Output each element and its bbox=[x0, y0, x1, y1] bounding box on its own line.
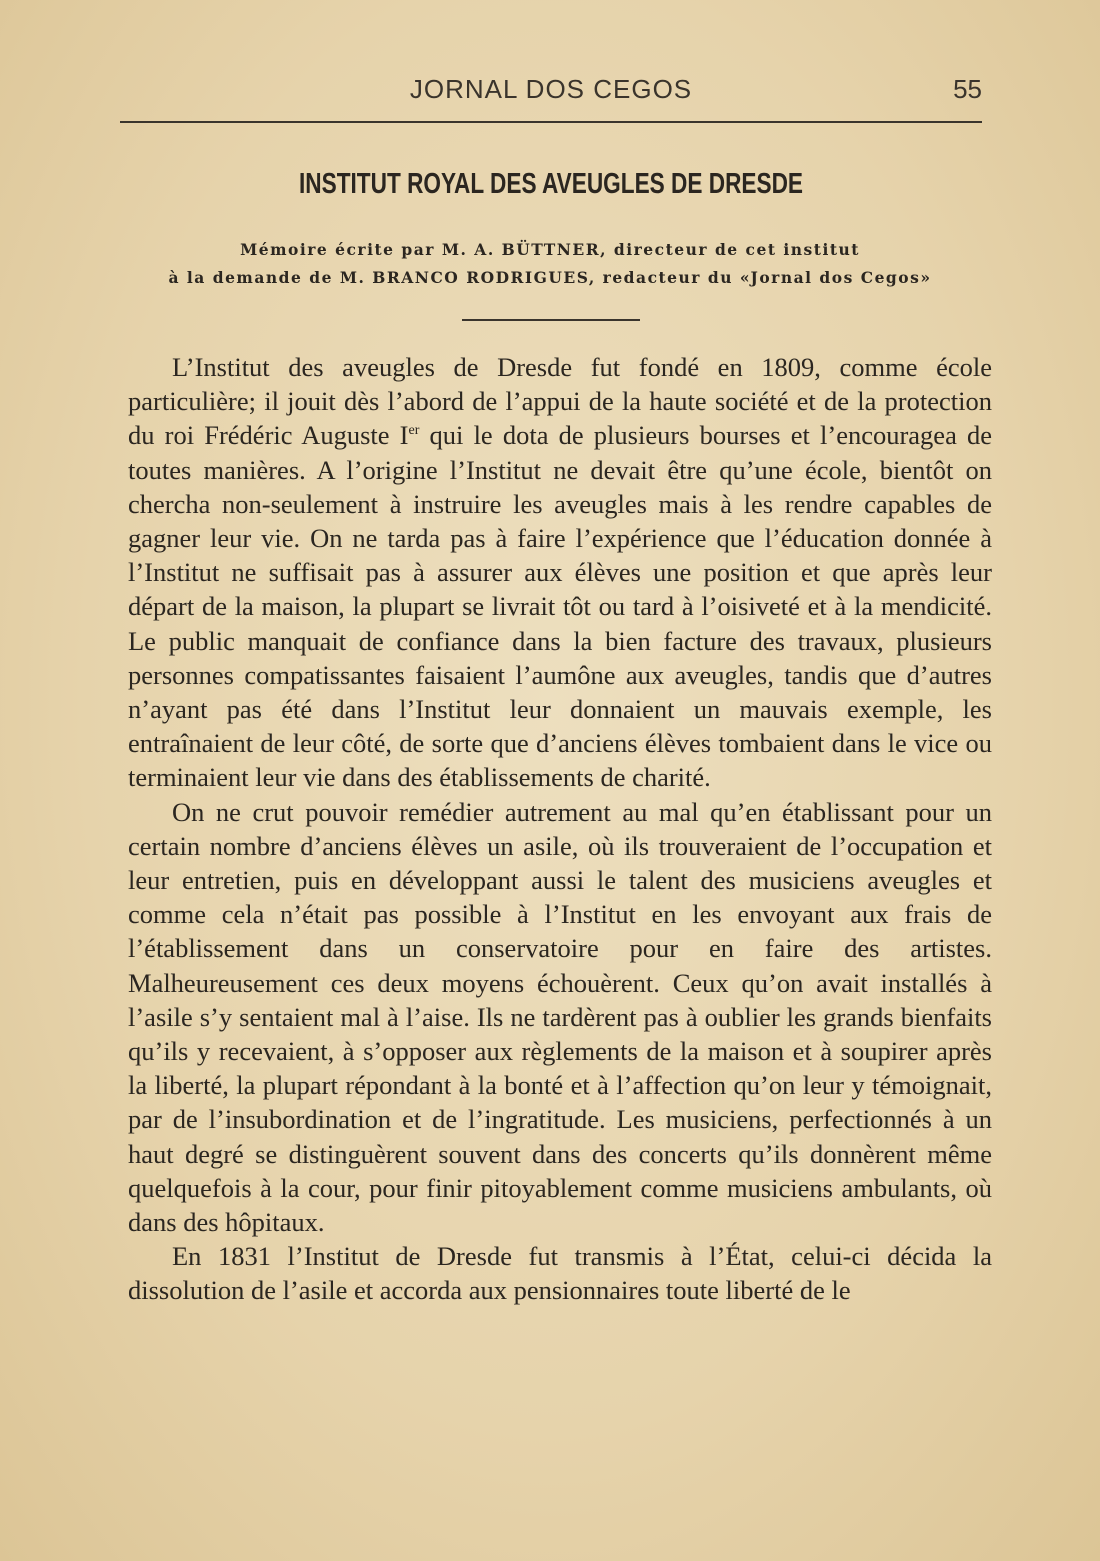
running-header bbox=[120, 68, 982, 118]
article-title: INSTITUT ROYAL DES AVEUGLES DE DRESDE bbox=[298, 168, 804, 200]
paragraph-1-text-start: L’Institut des aveugles de Dresde fut fondé en 1809, comme école particulière; il jouit dès l’abord de l’appui de la haute société et de la protection du roi Frédéric Auguste I bbox=[128, 352, 992, 451]
section-divider bbox=[462, 319, 640, 321]
paragraph-1-text-end: qui le dota de plusieurs bourses et l’encouragea de toutes manières. A l’origine l’Institut ne devait être qu’une école, bientôt on chercha non-seulement à instruire les aveugles mais à les rendre capables de gagner leur vie. On ne tarda pas à faire l’expérience que l’éducation donnée à l’Institut ne suffisait pas à assurer aux élèves une position et que après leur départ de la maison, la plupart se livrait tôt ou tard à l’oisiveté et à la mendicité. Le public manquait de confiance dans la bien facture des travaux, plusieurs personnes compatissantes faisaient l’aumône aux aveugles, tandis que d’autres n’ayant pas été dans l’Institut leur donnaient un mauvais exemple, les entraînaient de leur côté, de sorte que d’anciens élèves tombaient dans le vice ou terminaient leur vie dans des établissements de charité. bbox=[128, 420, 992, 793]
article-body bbox=[128, 350, 992, 1308]
article-subtitle-line-2: à la demande de M. BRANCO RODRIGUES, redacteur du «Jornal dos Cegos» bbox=[168, 268, 932, 287]
paragraph-3: En 1831 l’Institut de Dresde fut transmis à l’État, celui-ci décida la dissolution de l’asile et accorda aux pensionnaires toute liberté de le bbox=[128, 1241, 992, 1306]
article-subtitle-line-1: Mémoire écrite par M. A. BÜTTNER, directeur de cet institut bbox=[240, 240, 860, 259]
paragraph-1 bbox=[128, 350, 992, 795]
page-number: 55 bbox=[953, 74, 982, 104]
paragraph-2: On ne crut pouvoir remédier autrement au mal qu’en établissant pour un certain nombre d’anciens élèves un asile, où ils trouveraient de l’occupation et leur entretien, puis en développant aussi le talent des musiciens aveugles et comme cela n’était pas possible à l’Institut en les envoyant aux frais de l’établissement dans un conservatoire pour en faire des artistes. Malheureusement ces deux moyens échouèrent. Ceux qu’on avait installés à l’asile s’y sentaient mal à l’aise. Ils ne tardèrent pas à oublier les grands bienfaits qu’ils y recevaient, à s’opposer aux règlements de la maison et à soupirer après la liberté, la plupart répondant à la bonté et à l’affection qu’on leur y témoignait, par de l’insubordination et de l’ingratitude. Les musiciens, perfectionnés à un haut degré se distinguèrent souvent dans des concerts qu’ils donnèrent même quelquefois à la cour, pour finir pitoyablement comme musiciens ambulants, où dans des hôpitaux. bbox=[128, 796, 992, 1238]
paragraph-1-superscript: er bbox=[408, 423, 420, 439]
header-rule bbox=[120, 121, 982, 123]
journal-title: JORNAL DOS CEGOS bbox=[409, 74, 693, 104]
